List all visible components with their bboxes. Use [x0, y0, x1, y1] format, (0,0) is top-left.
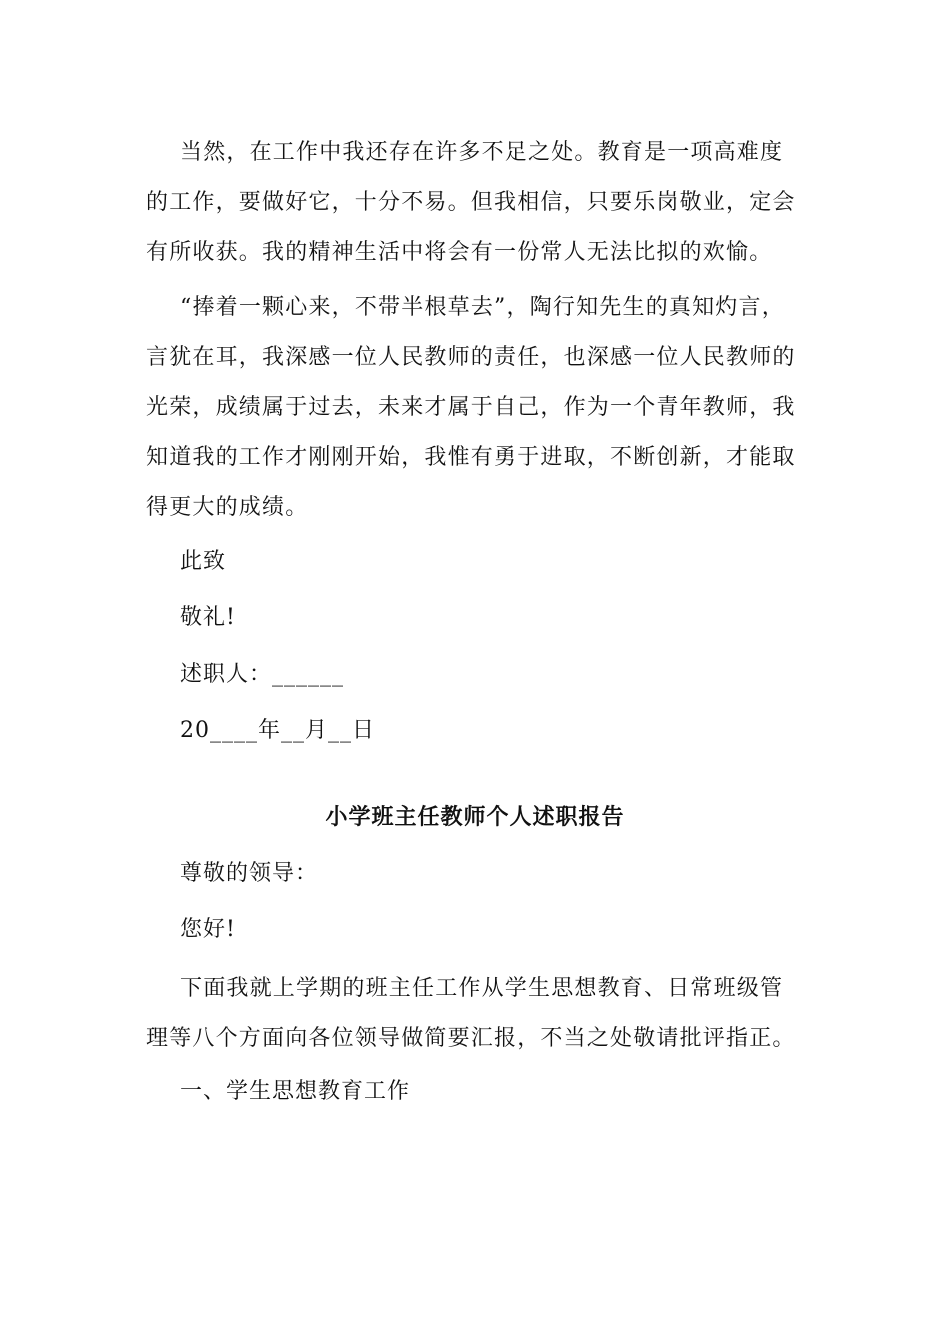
- closing-cizhi: 此致: [180, 549, 227, 574]
- paragraph-tao-xingzhi-quote: “捧着一颗心来，不带半根草去”，陶行知先生的真知灼言，言犹在耳，我深感一位人民教师的责任，也深感一位人民教师的光荣，成绩属于过去，未来才属于自己，作为一个青年教师，我知道我的工作才刚刚开始，我惟有勇于进取，不断创新，才能取得更大的成绩。: [146, 295, 796, 520]
- signature-line: 述职人：______: [180, 662, 345, 687]
- salutation: 尊敬的领导：: [180, 861, 319, 886]
- greeting: 您好!: [180, 917, 236, 942]
- closing-jingli: 敬礼!: [180, 605, 236, 630]
- date-line: 20____年__月__日: [180, 718, 375, 743]
- section-heading-1: 一、学生思想教育工作: [180, 1079, 411, 1104]
- paragraph-shortcomings: 当然，在工作中我还存在许多不足之处。教育是一项高难度的工作，要做好它，十分不易。但我相信，只要乐岗敬业，定会有所收获。我的精神生活中将会有一份常人无法比拟的欢愉。: [146, 140, 796, 265]
- report-title: 小学班主任教师个人述职报告: [325, 804, 625, 830]
- paragraph-intro: 下面我就上学期的班主任工作从学生思想教育、日常班级管理等八个方面向各位领导做简要汇报，不当之处敬请批评指正。: [146, 976, 796, 1051]
